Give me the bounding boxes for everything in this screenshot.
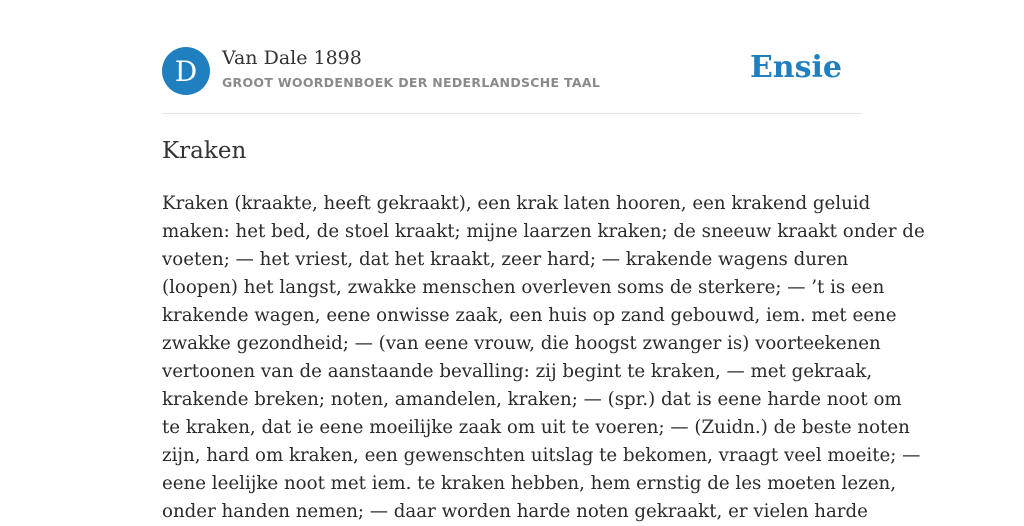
definition-line: eene leelijke noot met iem. te kraken hebben, hem ernstig de les moeten lezen,	[162, 473, 897, 494]
ensie-logo-link[interactable]: Ensie	[749, 50, 842, 85]
definition-line: zwakke gezondheid; — (van eene vrouw, die hoogst zwanger is) voorteekenen	[162, 333, 881, 354]
source-header	[162, 45, 862, 97]
definition-line: zijn, hard om kraken, een gewenschten uitslag te bekomen, vraagt veel moeite; —	[162, 445, 921, 466]
entry-definition	[162, 190, 925, 526]
definition-line: onder handen nemen; — daar worden harde noten gekraakt, er vielen harde	[162, 501, 868, 522]
source-avatar[interactable]: D	[162, 47, 210, 95]
entry-headword: Kraken	[162, 138, 247, 164]
source-subtitle: GROOT WOORDENBOEK DER NEDERLANDSCHE TAAL	[222, 75, 601, 90]
source-title[interactable]: Van Dale 1898	[222, 47, 362, 69]
definition-line: te kraken, dat ie eene moeilijke zaak om uit te voeren; — (Zuidn.) de beste noten	[162, 417, 910, 438]
definition-line: krakende breken; noten, amandelen, kraken; — (spr.) dat is eene harde noot om	[162, 389, 902, 410]
definition-line: krakende wagen, eene onwisse zaak, een huis op zand gebouwd, iem. met eene	[162, 305, 897, 326]
definition-line: voeten; — het vriest, dat het kraakt, zeer hard; — krakende wagens duren	[162, 249, 849, 270]
definition-line: (loopen) het langst, zwakke menschen overleven soms de sterkere; — ’t is een	[162, 277, 885, 298]
definition-line: vertoonen van de aanstaande bevalling: zij begint te kraken, — met gekraak,	[162, 361, 873, 382]
header-divider	[162, 113, 862, 114]
definition-line: maken: het bed, de stoel kraakt; mijne laarzen kraken; de sneeuw kraakt onder de	[162, 221, 925, 242]
definition-line: Kraken (kraakte, heeft gekraakt), een krak laten hooren, een krakend geluid	[162, 193, 871, 214]
